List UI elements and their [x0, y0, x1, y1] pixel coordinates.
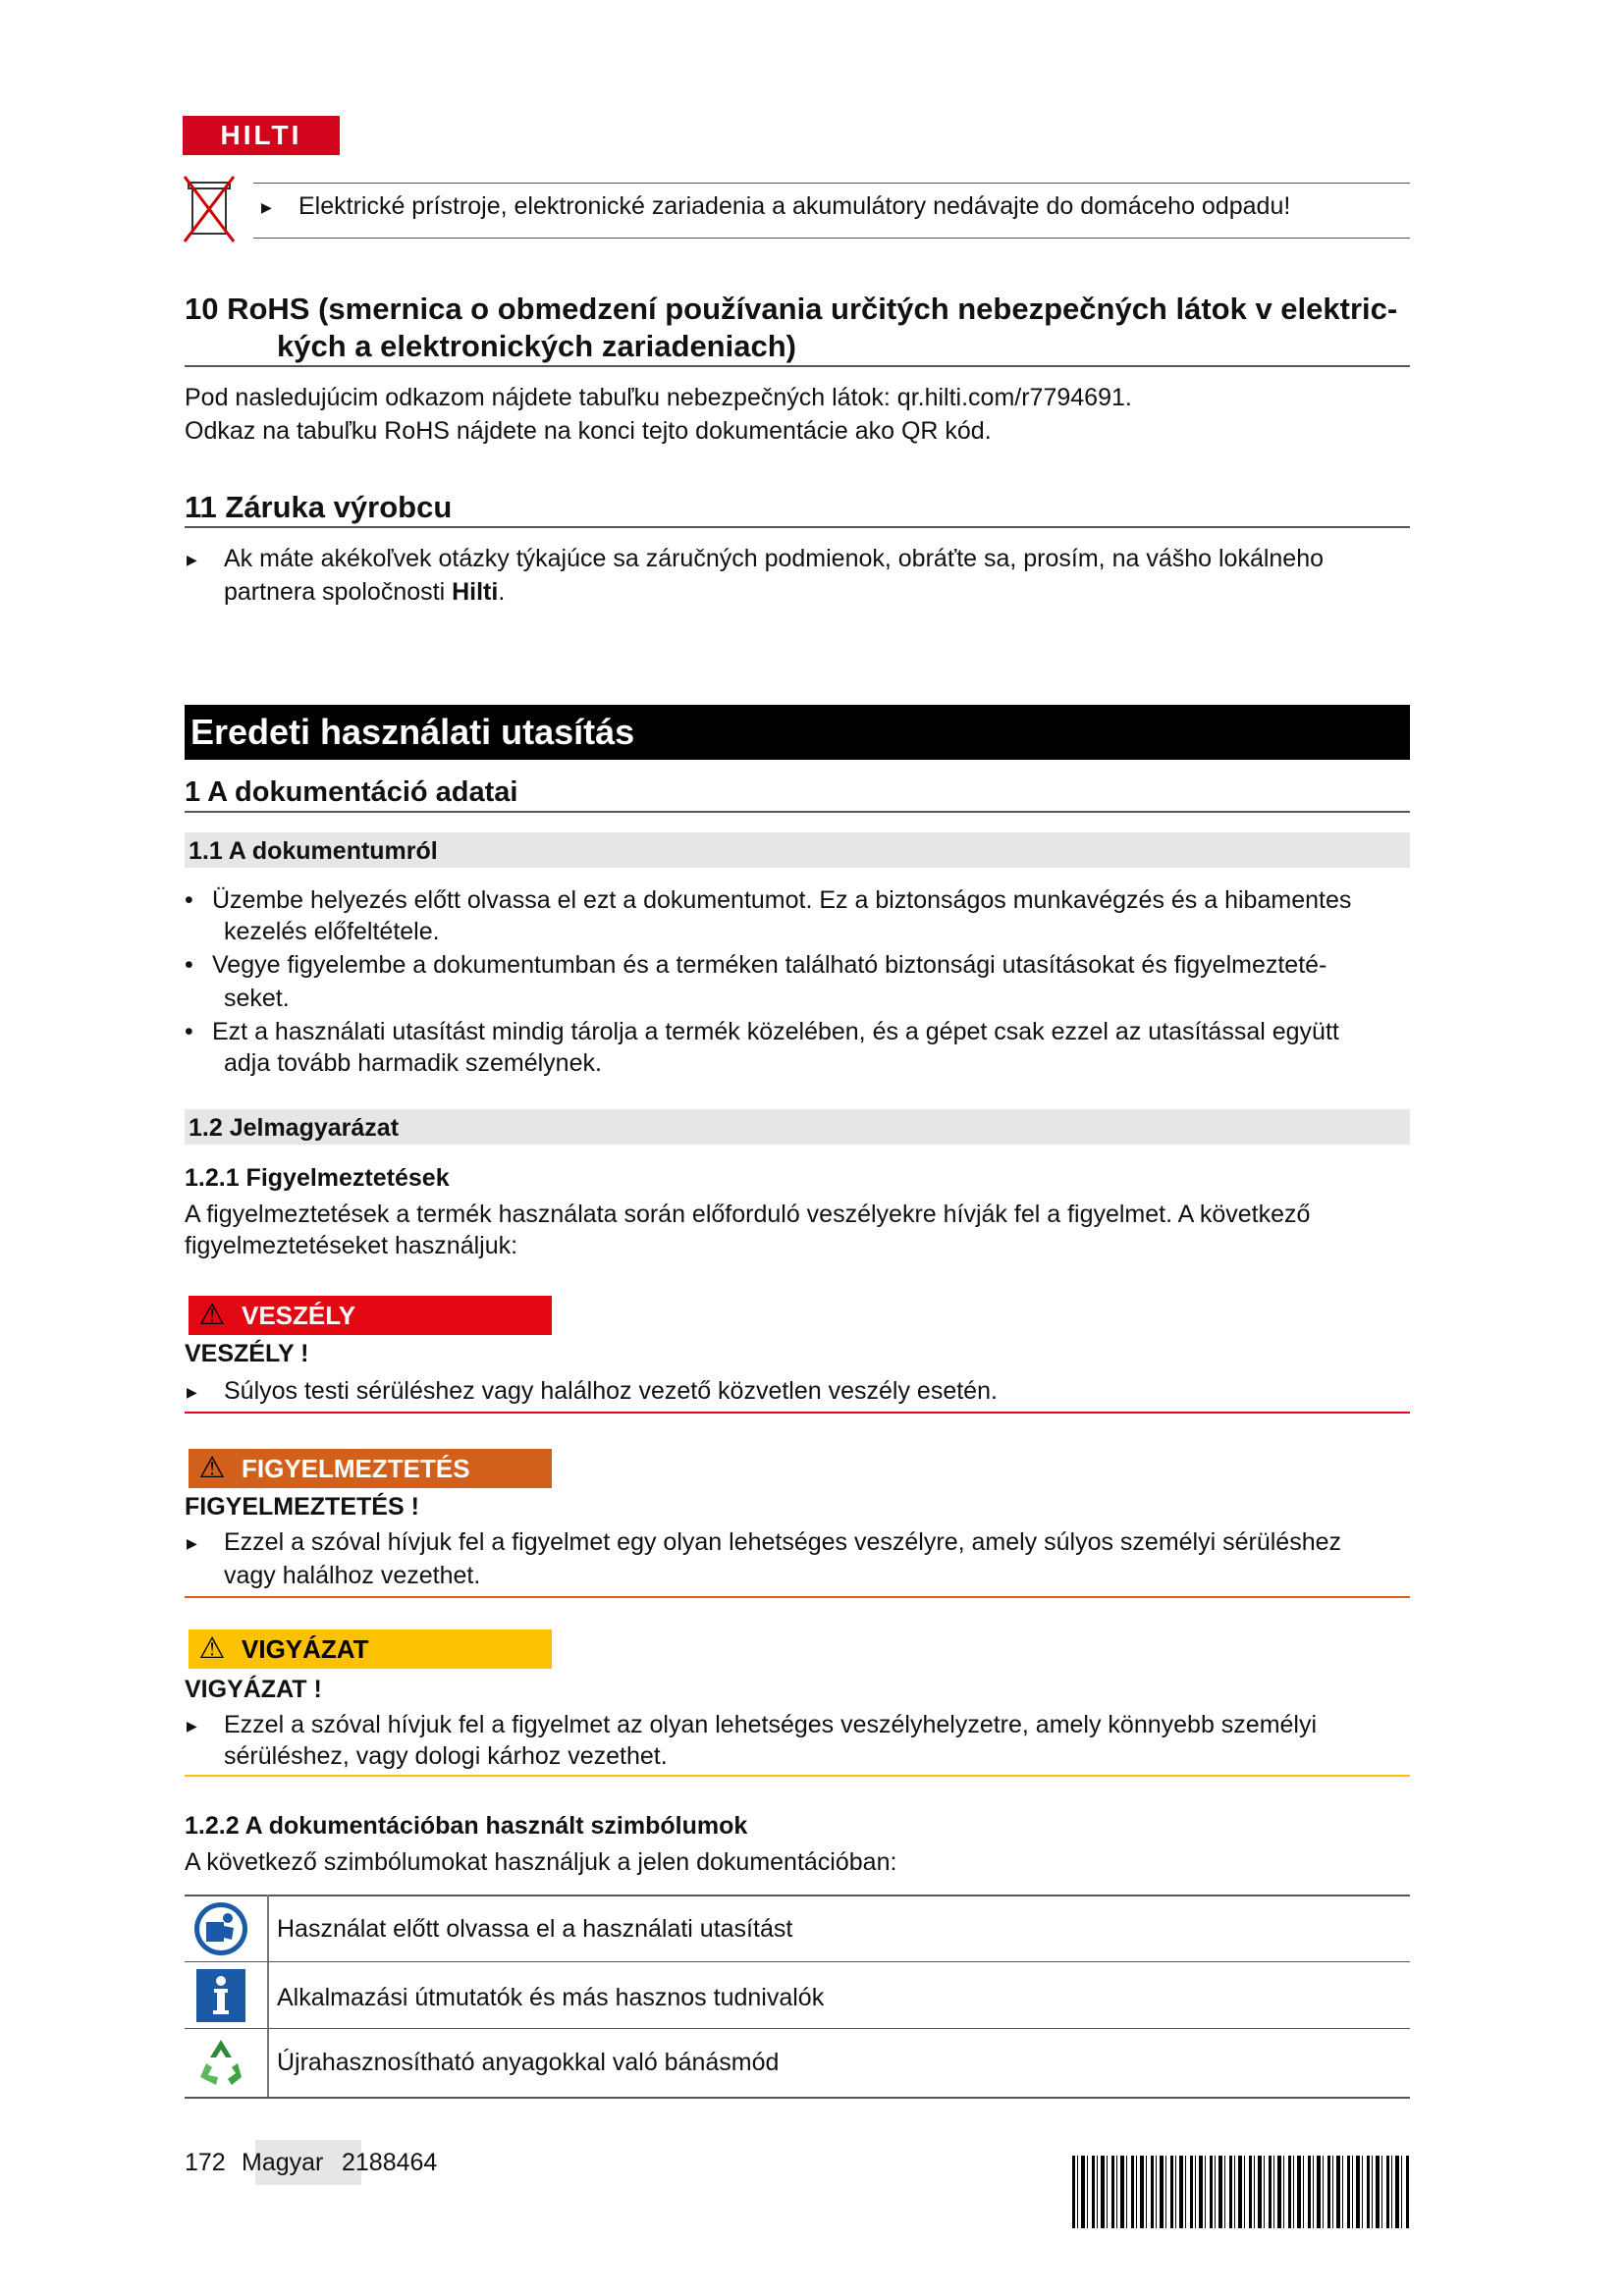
disposal-text: Elektrické prístroje, elektronické zariadenia a akumulátory nedávajte do domáceho odpadu! [298, 192, 1291, 220]
danger-label: VESZÉLY [242, 1301, 356, 1330]
punctuation: . [498, 578, 506, 606]
bullet-3-line-2: adja tovább harmadik személynek. [224, 1049, 602, 1077]
rohs-title-1: 10 RoHS (smernica o obmedzení používania určitých nebezpečných látok v elektric- [185, 292, 1398, 326]
danger-divider [185, 1412, 1410, 1414]
divider [253, 183, 1410, 184]
bullet-2-line-2: seket. [224, 985, 290, 1012]
warning-triangle-icon: ⚠ [198, 1452, 226, 1484]
page-number: 172 [185, 2149, 226, 2176]
caution-bullet: ▶ [187, 1718, 197, 1735]
bullet-dot: • [185, 1018, 193, 1045]
divider [185, 811, 1410, 813]
caution-line-1: Ezzel a szóval hívjuk fel a figyelmet az olyan lehetséges veszélyhelyzetre, amely könnyebb személyi [224, 1711, 1318, 1738]
crossed-bin-icon [183, 173, 238, 247]
warning-triangle-icon: ⚠ [198, 1299, 226, 1331]
main-title: Eredeti használati utasítás [190, 712, 635, 752]
barcode [1072, 2156, 1410, 2228]
caution-signal [189, 1629, 552, 1669]
table-divider [185, 2097, 1410, 2099]
symbol-text-2: Alkalmazási útmutatók és más hasznos tudnivalók [277, 1984, 825, 2011]
symbol-text-1: Használat előtt olvassa el a használati utasítást [277, 1915, 793, 1943]
warning-line-2: vagy halálhoz vezethet. [224, 1562, 481, 1589]
rohs-title-2: kých a elektronických zariadeniach) [277, 329, 796, 363]
hilti-logo: HILTI [183, 116, 340, 155]
hilti-brand: Hilti [452, 578, 499, 606]
warning-label: FIGYELMEZTETÉS [242, 1454, 470, 1483]
warning-bullet: ▶ [187, 1535, 197, 1552]
warranty-line-2 [224, 575, 505, 609]
symbols-intro: A következő szimbólumokat használjuk a jelen dokumentációban: [185, 1848, 897, 1876]
caution-divider [185, 1775, 1410, 1777]
main-title-bar [185, 705, 1410, 760]
bullet-2-line-1: Vegye figyelembe a dokumentumban és a terméken található biztonsági utasításokat és figyelmezteté- [212, 951, 1327, 979]
info-icon [192, 1967, 249, 2024]
disposal-bullet: ▶ [261, 199, 272, 216]
caution-label: VIGYÁZAT [242, 1634, 369, 1664]
subsection-1-2: 1.2 Jelmagyarázat [189, 1114, 400, 1142]
caution-line-2: sérüléshez, vagy dologi kárhoz vezethet. [224, 1742, 668, 1770]
rohs-paragraph-2: Odkaz na tabuľku RoHS nájdete na konci tejto dokumentácie ako QR kód. [185, 417, 992, 445]
document-number: 2188464 [342, 2149, 438, 2176]
divider [253, 238, 1410, 239]
read-manual-icon [192, 1900, 249, 1957]
warning-signal [189, 1449, 552, 1488]
warning-triangle-icon: ⚠ [198, 1632, 226, 1665]
bullet-dot: • [185, 951, 193, 979]
warranty-title: 11 Záruka výrobcu [185, 490, 453, 524]
subsection-1-2-2: 1.2.2 A dokumentációban használt szimbólumok [185, 1812, 748, 1840]
rohs-paragraph-1: Pod nasledujúcim odkazom nájdete tabuľku nebezpečných látok: qr.hilti.com/r7794691. [185, 384, 1132, 411]
divider [185, 526, 1410, 528]
danger-heading: VESZÉLY ! [185, 1340, 309, 1367]
warranty-text: partnera spoločnosti [224, 578, 453, 606]
table-column-divider [267, 1895, 269, 2099]
warning-line-1: Ezzel a szóval hívjuk fel a figyelmet egy olyan lehetséges veszélyre, amely súlyos személyi sérüléshez [224, 1528, 1342, 1556]
bullet-1-line-1: Üzembe helyezés előtt olvassa el ezt a dokumentumot. Ez a biztonságos munkavégzés és a hibamentes [212, 886, 1352, 914]
divider [185, 365, 1410, 367]
table-divider [185, 1961, 1410, 1962]
recycle-icon [192, 2034, 249, 2091]
bullet-3-line-1: Ezt a használati utasítást mindig tárolja a termék közelében, és a gépet csak ezzel az utasítással együtt [212, 1018, 1339, 1045]
language-label: Magyar [242, 2149, 324, 2176]
warranty-bullet: ▶ [187, 552, 197, 568]
warnings-intro-1: A figyelmeztetések a termék használata során előforduló veszélyekre hívják fel a figyelmet. A következő [185, 1201, 1311, 1228]
warnings-intro-2: figyelmeztetéseket használjuk: [185, 1232, 518, 1259]
warning-divider [185, 1596, 1410, 1598]
subsection-1-1: 1.1 A dokumentumról [189, 837, 438, 865]
caution-heading: VIGYÁZAT ! [185, 1676, 322, 1703]
danger-text: Súlyos testi sérüléshez vagy halálhoz vezető közvetlen veszély esetén. [224, 1377, 998, 1405]
table-divider [185, 2028, 1410, 2029]
table-divider [185, 1895, 1410, 1896]
subsection-1-2-1: 1.2.1 Figyelmeztetések [185, 1164, 450, 1192]
symbol-text-3: Újrahasznosítható anyagokkal való bánásmód [277, 2049, 780, 2076]
warning-heading: FIGYELMEZTETÉS ! [185, 1493, 419, 1521]
bullet-dot: • [185, 886, 193, 914]
danger-bullet: ▶ [187, 1384, 197, 1401]
bullet-1-line-2: kezelés előfeltétele. [224, 918, 440, 945]
warranty-line-1: Ak máte akékoľvek otázky týkajúce sa záručných podmienok, obráťte sa, prosím, na vášho lokálneho [224, 545, 1325, 572]
section-1-title: 1 A dokumentáció adatai [185, 776, 518, 808]
danger-signal [189, 1296, 552, 1335]
